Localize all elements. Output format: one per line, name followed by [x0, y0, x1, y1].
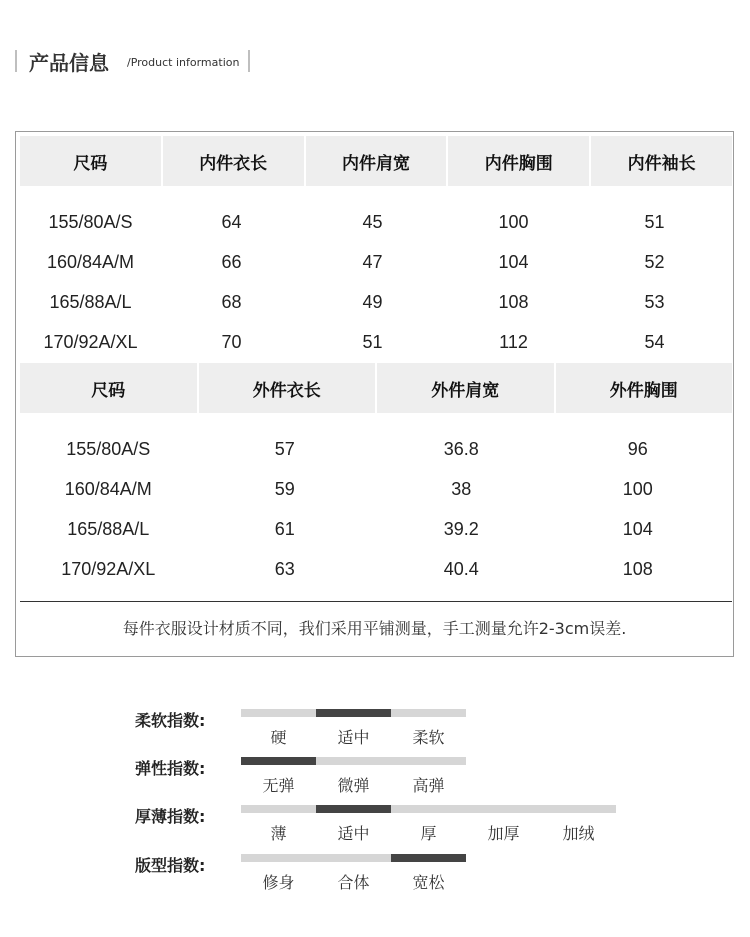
table-cell: 155/80A/S: [48, 211, 133, 232]
inner-header-cell: 内件袖长: [591, 136, 732, 186]
index-segment: [391, 757, 466, 765]
table-cell: 66: [221, 251, 242, 272]
fit-index-options: [241, 870, 466, 893]
table-cell: 40.4: [443, 558, 479, 579]
table-cell: 155/80A/S: [66, 438, 151, 459]
table-cell: 49: [362, 291, 383, 312]
table-row: [20, 514, 732, 544]
softness-index-options: [241, 725, 466, 748]
table-cell: 63: [274, 558, 295, 579]
index-option: 修身: [262, 873, 295, 892]
table-cell: 53: [644, 291, 665, 312]
table-cell: 108: [622, 558, 653, 579]
table-cell: 45: [362, 211, 383, 232]
inner-header-cell: 内件胸围: [448, 136, 589, 186]
index-option: 硬: [270, 728, 287, 747]
index-segment-selected: [316, 805, 391, 813]
table-cell: 96: [627, 438, 648, 459]
outer-header-cell: 外件衣长: [199, 363, 376, 413]
table-cell: 112: [499, 331, 528, 352]
table-cell: 51: [644, 211, 665, 232]
inner-header-cell: 内件衣长: [163, 136, 304, 186]
table-cell: 170/92A/XL: [43, 331, 138, 352]
index-segment: [316, 854, 391, 862]
table-cell: 170/92A/XL: [61, 558, 156, 579]
softness-index-bar: [241, 709, 466, 717]
inner-header-cell: 内件肩宽: [306, 136, 447, 186]
thickness-index-bar: [241, 805, 616, 813]
index-option: 加厚: [487, 824, 520, 843]
elasticity-index-bar: [241, 757, 466, 765]
table-cell: 59: [274, 478, 295, 499]
table-row: [20, 434, 732, 464]
index-option: 高弹: [412, 776, 445, 795]
elasticity-index-label: 弹性指数:: [135, 759, 206, 778]
index-option: 适中: [337, 824, 370, 843]
index-option: 合体: [337, 873, 370, 892]
index-segment: [316, 757, 391, 765]
measurement-note: 每件衣服设计材质不同，我们采用平铺测量，手工测量允许2-3cm误差.: [122, 619, 627, 638]
outer-table-header: [20, 363, 732, 413]
table-cell: 57: [274, 438, 295, 459]
index-option: 适中: [337, 728, 370, 747]
table-cell: 52: [644, 251, 665, 272]
index-segment: [391, 709, 466, 717]
index-segment-selected: [241, 757, 316, 765]
size-chart: [15, 131, 734, 657]
index-segment: [466, 805, 541, 813]
index-segment: [391, 805, 466, 813]
index-option: 无弹: [262, 776, 295, 795]
title-right-bar: [248, 50, 250, 72]
index-option: 加绒: [562, 824, 595, 843]
outer-header-cell: 尺码: [20, 363, 197, 413]
table-cell: 104: [622, 518, 653, 539]
index-option: 微弹: [337, 776, 370, 795]
table-cell: 70: [221, 331, 242, 352]
table-cell: 61: [274, 518, 295, 539]
table-row: [20, 327, 732, 357]
table-row: [20, 207, 732, 237]
table-cell: 160/84A/M: [64, 478, 152, 499]
elasticity-index-options: [241, 773, 466, 796]
title-sub: /Product information: [127, 56, 240, 69]
softness-index-label: 柔软指数:: [135, 711, 206, 730]
table-cell: 68: [221, 291, 242, 312]
index-segment-selected: [391, 854, 466, 862]
index-segment: [241, 709, 316, 717]
thickness-index-options: [241, 821, 616, 844]
index-option: 薄: [270, 824, 287, 843]
table-cell: 36.8: [443, 438, 479, 459]
inner-table-header: [20, 136, 732, 186]
index-segment-selected: [316, 709, 391, 717]
index-option: 宽松: [412, 873, 445, 892]
index-option: 厚: [420, 824, 437, 843]
outer-header-cell: 外件胸围: [556, 363, 733, 413]
title-left-bar: [15, 50, 17, 72]
table-cell: 165/88A/L: [49, 291, 132, 312]
title-main: 产品信息: [29, 51, 109, 75]
index-option: 柔软: [412, 728, 445, 747]
inner-header-cell: 尺码: [20, 136, 161, 186]
fit-index-bar: [241, 854, 466, 862]
index-segment: [241, 805, 316, 813]
table-cell: 51: [362, 331, 383, 352]
table-cell: 160/84A/M: [46, 251, 135, 272]
table-row: [20, 474, 732, 504]
table-cell: 165/88A/L: [67, 518, 150, 539]
table-divider: [20, 601, 732, 602]
table-cell: 47: [362, 251, 383, 272]
table-cell: 108: [498, 291, 529, 312]
index-segment: [541, 805, 616, 813]
fit-index-label: 版型指数:: [135, 856, 206, 875]
table-cell: 54: [644, 331, 665, 352]
thickness-index-label: 厚薄指数:: [135, 807, 206, 826]
table-cell: 104: [498, 251, 529, 272]
table-cell: 100: [498, 211, 529, 232]
table-cell: 64: [221, 211, 242, 232]
table-row: [20, 554, 732, 584]
outer-header-cell: 外件肩宽: [377, 363, 554, 413]
table-row: [20, 287, 732, 317]
table-cell: 100: [622, 478, 653, 499]
table-cell: 38: [451, 478, 472, 499]
table-row: [20, 247, 732, 277]
table-cell: 39.2: [443, 518, 479, 539]
index-segment: [241, 854, 316, 862]
